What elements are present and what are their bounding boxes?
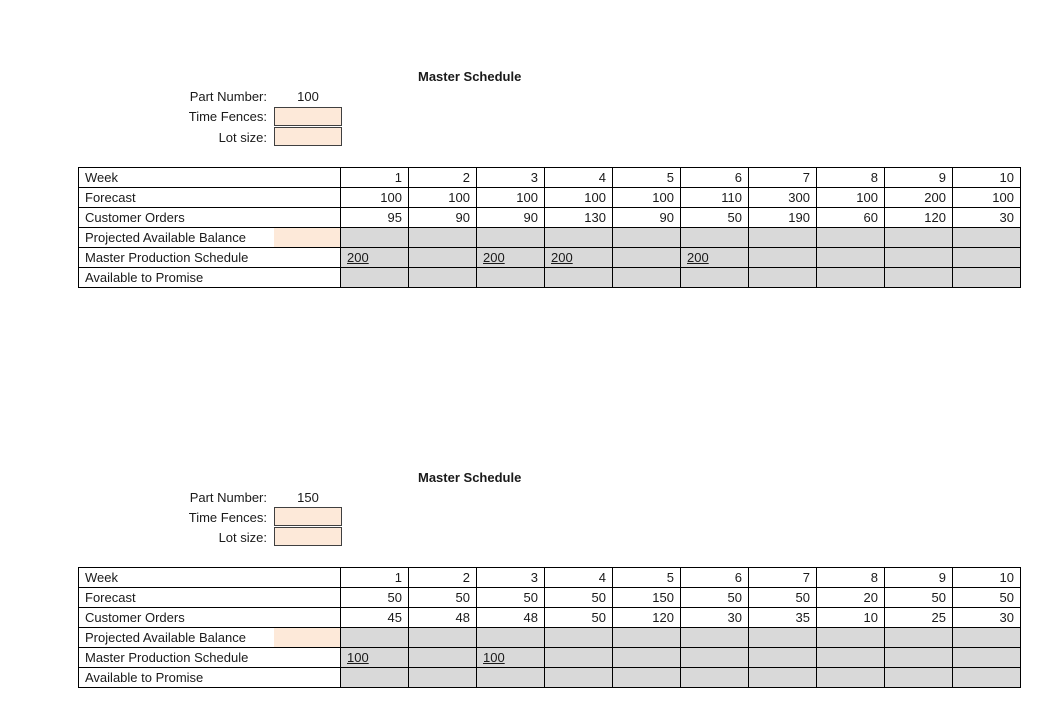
mps-cell[interactable]: 200 (681, 248, 749, 268)
pab-cell[interactable] (885, 228, 953, 248)
row-label-projected-available-balance: Projected Available Balance (79, 628, 275, 648)
week-cell: 10 (953, 168, 1021, 188)
week-cell: 8 (817, 568, 885, 588)
pab-cell[interactable] (613, 628, 681, 648)
week-cell: 5 (613, 168, 681, 188)
mps-cell[interactable] (545, 648, 613, 668)
mps-cell[interactable] (749, 648, 817, 668)
pab-cell[interactable] (545, 628, 613, 648)
customer-orders-row (79, 608, 1021, 628)
atp-cell[interactable] (477, 268, 545, 288)
forecast-cell: 50 (477, 588, 545, 608)
customer-orders-cell: 35 (749, 608, 817, 628)
pab-cell[interactable] (885, 628, 953, 648)
available-to-promise-row (79, 668, 1021, 688)
week-cell: 6 (681, 568, 749, 588)
forecast-cell: 20 (817, 588, 885, 608)
master-production-schedule-row (79, 648, 1021, 668)
part-number-label: Part Number: (189, 89, 267, 104)
atp-cell[interactable] (681, 668, 749, 688)
pab-cell[interactable] (681, 628, 749, 648)
schedule-title: Master Schedule (418, 69, 522, 84)
mps-cell[interactable]: 200 (477, 248, 545, 268)
atp-cell[interactable] (613, 268, 681, 288)
mps-cell[interactable]: 200 (545, 248, 613, 268)
initial-balance-input[interactable] (274, 628, 341, 648)
atp-cell[interactable] (341, 268, 409, 288)
week-row (79, 568, 1021, 588)
forecast-cell: 50 (749, 588, 817, 608)
schedule-table (78, 167, 1021, 288)
forecast-cell: 110 (681, 188, 749, 208)
mps-cell[interactable] (885, 248, 953, 268)
forecast-cell: 100 (341, 188, 409, 208)
customer-orders-cell: 30 (953, 608, 1021, 628)
mps-cell[interactable] (613, 248, 681, 268)
mps-cell[interactable] (953, 648, 1021, 668)
week-cell: 2 (409, 168, 477, 188)
available-to-promise-row (79, 268, 1021, 288)
row-label-master-production-schedule: Master Production Schedule (79, 248, 275, 268)
pab-cell[interactable] (817, 228, 885, 248)
customer-orders-cell: 90 (409, 208, 477, 228)
pab-cell[interactable] (477, 628, 545, 648)
atp-cell[interactable] (885, 668, 953, 688)
forecast-cell: 50 (681, 588, 749, 608)
time-fences-input[interactable] (274, 507, 342, 526)
projected-available-balance-row (79, 628, 1021, 648)
forecast-cell: 100 (953, 188, 1021, 208)
pab-cell[interactable] (409, 628, 477, 648)
row-label-projected-available-balance: Projected Available Balance (79, 228, 275, 248)
week-row (79, 168, 1021, 188)
row-label-master-production-schedule: Master Production Schedule (79, 648, 275, 668)
row-label-forecast: Forecast (79, 588, 275, 608)
schedule-title: Master Schedule (418, 470, 522, 485)
week-cell: 1 (341, 168, 409, 188)
mps-cell[interactable] (613, 648, 681, 668)
mps-cell[interactable] (817, 648, 885, 668)
customer-orders-cell: 10 (817, 608, 885, 628)
week-cell: 2 (409, 568, 477, 588)
week-cell: 7 (749, 168, 817, 188)
forecast-cell: 150 (613, 588, 681, 608)
atp-cell[interactable] (409, 668, 477, 688)
week-cell: 3 (477, 568, 545, 588)
mps-cell[interactable] (885, 648, 953, 668)
atp-cell[interactable] (545, 268, 613, 288)
row-label-week: Week (79, 168, 275, 188)
mps-cell[interactable] (749, 248, 817, 268)
forecast-row (79, 188, 1021, 208)
initial-balance-input[interactable] (274, 228, 341, 248)
pab-cell[interactable] (953, 228, 1021, 248)
week-cell: 10 (953, 568, 1021, 588)
week-cell: 9 (885, 168, 953, 188)
customer-orders-row (79, 208, 1021, 228)
time-fences-input[interactable] (274, 107, 342, 126)
row-label-week: Week (79, 568, 275, 588)
mps-cell[interactable] (953, 248, 1021, 268)
forecast-cell: 100 (477, 188, 545, 208)
row-label-customer-orders: Customer Orders (79, 208, 275, 228)
atp-cell[interactable] (341, 668, 409, 688)
atp-cell[interactable] (817, 268, 885, 288)
forecast-cell: 50 (885, 588, 953, 608)
customer-orders-cell: 90 (613, 208, 681, 228)
pab-cell[interactable] (341, 628, 409, 648)
customer-orders-cell: 50 (681, 208, 749, 228)
atp-cell[interactable] (953, 268, 1021, 288)
mps-cell[interactable] (681, 648, 749, 668)
row-label-customer-orders: Customer Orders (79, 608, 275, 628)
forecast-cell: 50 (545, 588, 613, 608)
atp-cell[interactable] (681, 268, 749, 288)
pab-cell[interactable] (749, 628, 817, 648)
mps-cell[interactable]: 100 (341, 648, 409, 668)
pab-cell[interactable] (817, 628, 885, 648)
forecast-cell: 100 (545, 188, 613, 208)
pab-cell[interactable] (953, 628, 1021, 648)
customer-orders-cell: 60 (817, 208, 885, 228)
pab-cell[interactable] (613, 228, 681, 248)
forecast-cell: 100 (613, 188, 681, 208)
part-number-value: 100 (297, 89, 319, 104)
row-label-forecast: Forecast (79, 188, 275, 208)
schedule-table (78, 567, 1021, 688)
customer-orders-cell: 95 (341, 208, 409, 228)
part-number-label: Part Number: (189, 490, 267, 505)
atp-cell[interactable] (749, 268, 817, 288)
lot-size-label: Lot size: (218, 130, 267, 145)
atp-cell[interactable] (409, 268, 477, 288)
mps-cell[interactable] (409, 648, 477, 668)
lot-size-input[interactable] (274, 127, 342, 146)
customer-orders-cell: 48 (409, 608, 477, 628)
week-cell: 5 (613, 568, 681, 588)
forecast-cell: 50 (953, 588, 1021, 608)
projected-available-balance-row (79, 228, 1021, 248)
time-fences-label: Time Fences: (188, 510, 267, 525)
lot-size-input[interactable] (274, 527, 342, 546)
customer-orders-cell: 30 (681, 608, 749, 628)
mps-cell[interactable] (817, 248, 885, 268)
time-fences-label: Time Fences: (188, 109, 267, 124)
pab-cell[interactable] (681, 228, 749, 248)
master-production-schedule-row (79, 248, 1021, 268)
forecast-row (79, 588, 1021, 608)
week-cell: 9 (885, 568, 953, 588)
customer-orders-cell: 48 (477, 608, 545, 628)
row-label-available-to-promise: Available to Promise (79, 268, 275, 288)
atp-cell[interactable] (885, 268, 953, 288)
customer-orders-cell: 90 (477, 208, 545, 228)
customer-orders-cell: 130 (545, 208, 613, 228)
pab-cell[interactable] (545, 228, 613, 248)
mps-cell[interactable]: 100 (477, 648, 545, 668)
atp-cell[interactable] (953, 668, 1021, 688)
atp-cell[interactable] (545, 668, 613, 688)
pab-cell[interactable] (341, 228, 409, 248)
customer-orders-cell: 190 (749, 208, 817, 228)
week-cell: 3 (477, 168, 545, 188)
week-cell: 1 (341, 568, 409, 588)
row-label-available-to-promise: Available to Promise (79, 668, 275, 688)
week-cell: 4 (545, 168, 613, 188)
lot-size-label: Lot size: (218, 530, 267, 545)
week-cell: 4 (545, 568, 613, 588)
atp-cell[interactable] (817, 668, 885, 688)
forecast-cell: 100 (817, 188, 885, 208)
forecast-cell: 50 (341, 588, 409, 608)
pab-cell[interactable] (409, 228, 477, 248)
customer-orders-cell: 30 (953, 208, 1021, 228)
forecast-cell: 50 (409, 588, 477, 608)
forecast-cell: 100 (409, 188, 477, 208)
week-cell: 7 (749, 568, 817, 588)
week-cell: 8 (817, 168, 885, 188)
atp-cell[interactable] (613, 668, 681, 688)
forecast-cell: 300 (749, 188, 817, 208)
customer-orders-cell: 120 (613, 608, 681, 628)
week-cell: 6 (681, 168, 749, 188)
atp-cell[interactable] (477, 668, 545, 688)
customer-orders-cell: 120 (885, 208, 953, 228)
pab-cell[interactable] (749, 228, 817, 248)
forecast-cell: 200 (885, 188, 953, 208)
customer-orders-cell: 25 (885, 608, 953, 628)
customer-orders-cell: 50 (545, 608, 613, 628)
customer-orders-cell: 45 (341, 608, 409, 628)
mps-cell[interactable] (409, 248, 477, 268)
pab-cell[interactable] (477, 228, 545, 248)
part-number-value: 150 (297, 490, 319, 505)
mps-cell[interactable]: 200 (341, 248, 409, 268)
atp-cell[interactable] (749, 668, 817, 688)
